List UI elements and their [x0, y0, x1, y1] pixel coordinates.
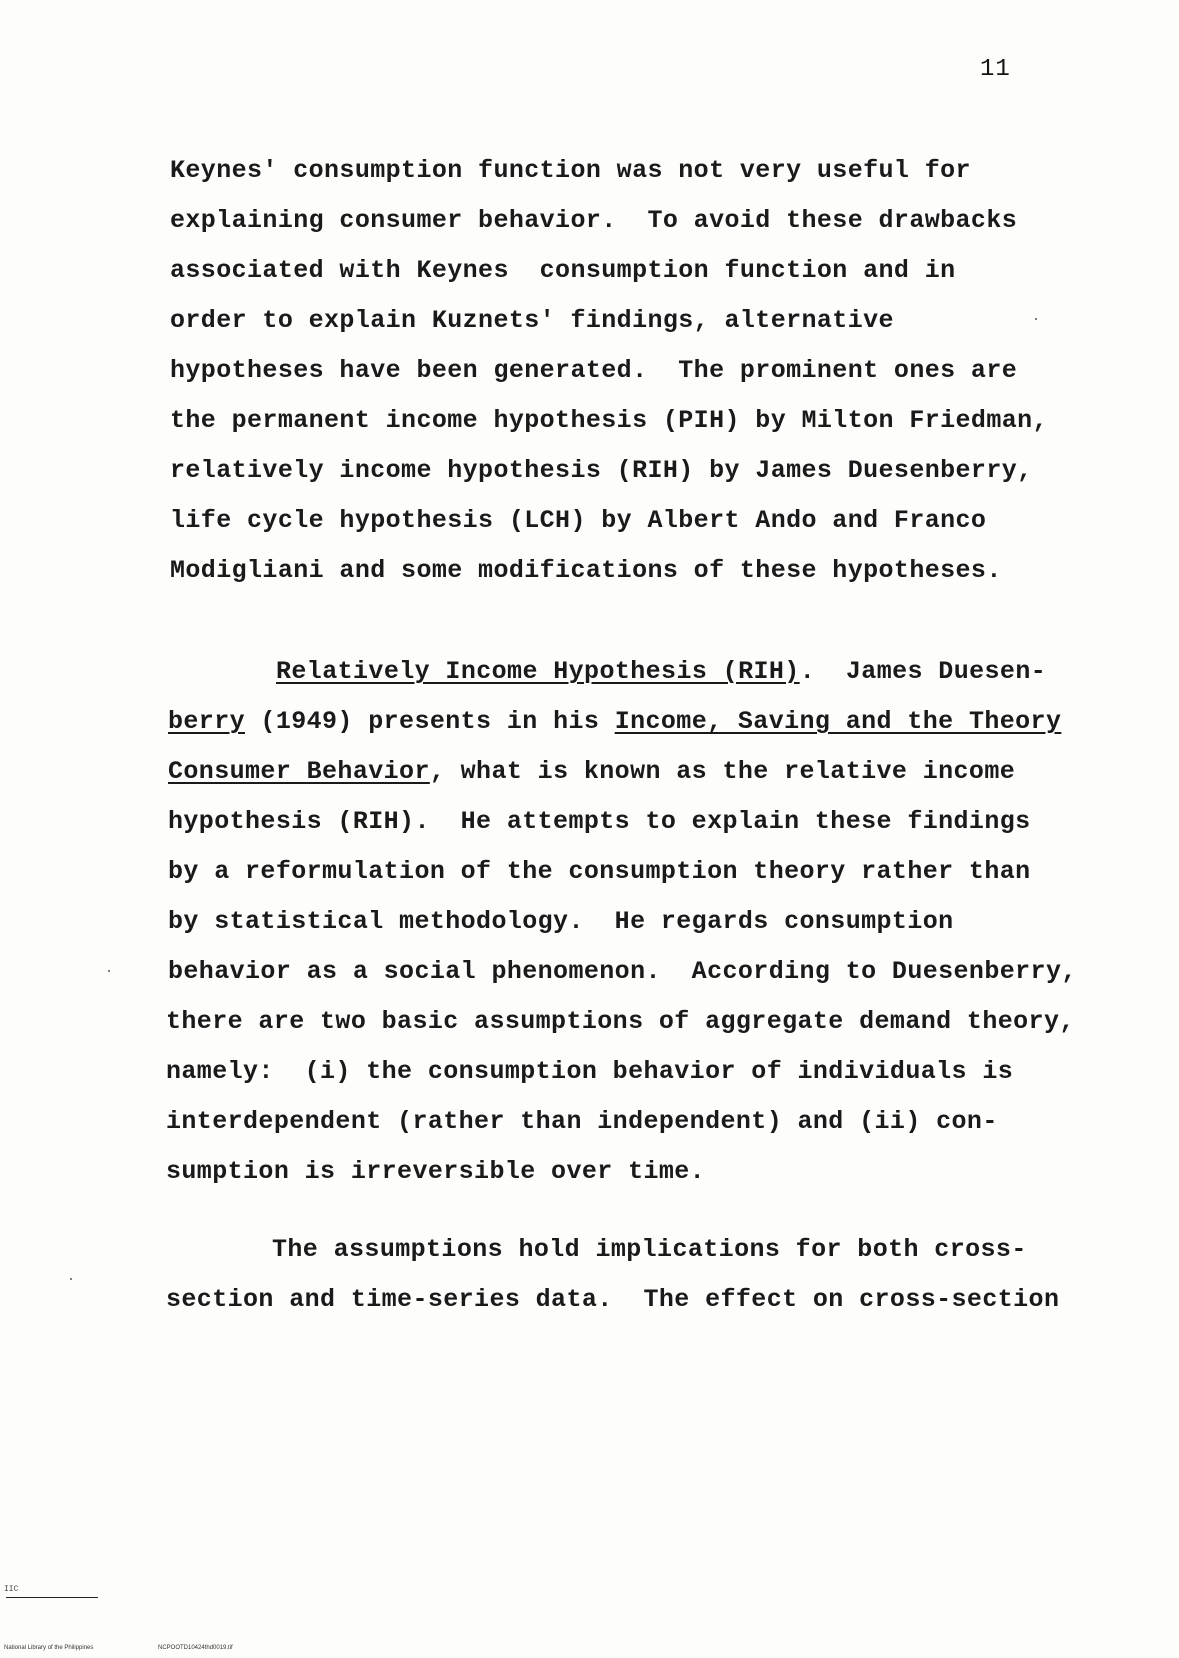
text-line: Keynes' consumption function was not very useful for — [170, 156, 971, 185]
text-span: , what is known as the relative income — [429, 757, 1016, 786]
scan-speck — [1035, 318, 1037, 320]
text-line: by a reformulation of the consumption theory rather than — [168, 857, 1031, 886]
text-line: hypothesis (RIH). He attempts to explain these findings — [168, 807, 1031, 836]
page-number: 11 — [980, 56, 1011, 83]
footer-mark: IIC — [4, 1585, 19, 1594]
text-line: section and time-series data. The effect on cross-section — [166, 1285, 1060, 1314]
footer-rule — [6, 1597, 98, 1598]
text-span: . James Duesen- — [799, 657, 1047, 686]
text-line — [168, 757, 1015, 787]
text-line: The assumptions hold implications for both cross- — [272, 1235, 1027, 1264]
scan-speck — [70, 1278, 72, 1280]
author-name-underlined: berry — [168, 707, 246, 736]
book-title: Income, Saving and the Theory — [614, 707, 1062, 736]
text-line: by statistical methodology. He regards consumption — [168, 907, 954, 936]
text-line: explaining consumer behavior. To avoid these drawbacks — [170, 206, 1018, 235]
text-span: (1949) presents in his — [245, 707, 615, 736]
text-line: hypotheses have been generated. The prominent ones are — [170, 356, 1018, 385]
text-line: there are two basic assumptions of aggregate demand theory, — [166, 1007, 1075, 1036]
text-line: life cycle hypothesis (LCH) by Albert Ando and Franco — [170, 506, 987, 535]
text-line: sumption is irreversible over time. — [166, 1157, 706, 1186]
section-heading: Relatively Income Hypothesis (RIH) — [276, 657, 800, 686]
text-line — [168, 707, 1061, 737]
text-line: Modigliani and some modifications of these hypotheses. — [170, 556, 1002, 585]
text-line: the permanent income hypothesis (PIH) by Milton Friedman, — [170, 406, 1048, 435]
text-line: interdependent (rather than independent) and (ii) con- — [166, 1107, 998, 1136]
footer-library-label: National Library of the Philippines — [4, 1645, 94, 1651]
text-line: namely: (i) the consumption behavior of individuals is — [166, 1057, 1014, 1086]
scan-speck — [108, 970, 110, 972]
text-line: order to explain Kuznets' findings, alternative — [170, 306, 894, 335]
text-line: associated with Keynes consumption function and in — [170, 256, 956, 285]
text-line: behavior as a social phenomenon. According to Duesenberry, — [168, 957, 1077, 986]
text-line: relatively income hypothesis (RIH) by James Duesenberry, — [170, 456, 1033, 485]
footer-file-label: NCPOOTD10424thd0019.tif — [158, 1645, 233, 1651]
book-title: Consumer Behavior — [168, 757, 430, 786]
text-line — [276, 657, 1046, 687]
